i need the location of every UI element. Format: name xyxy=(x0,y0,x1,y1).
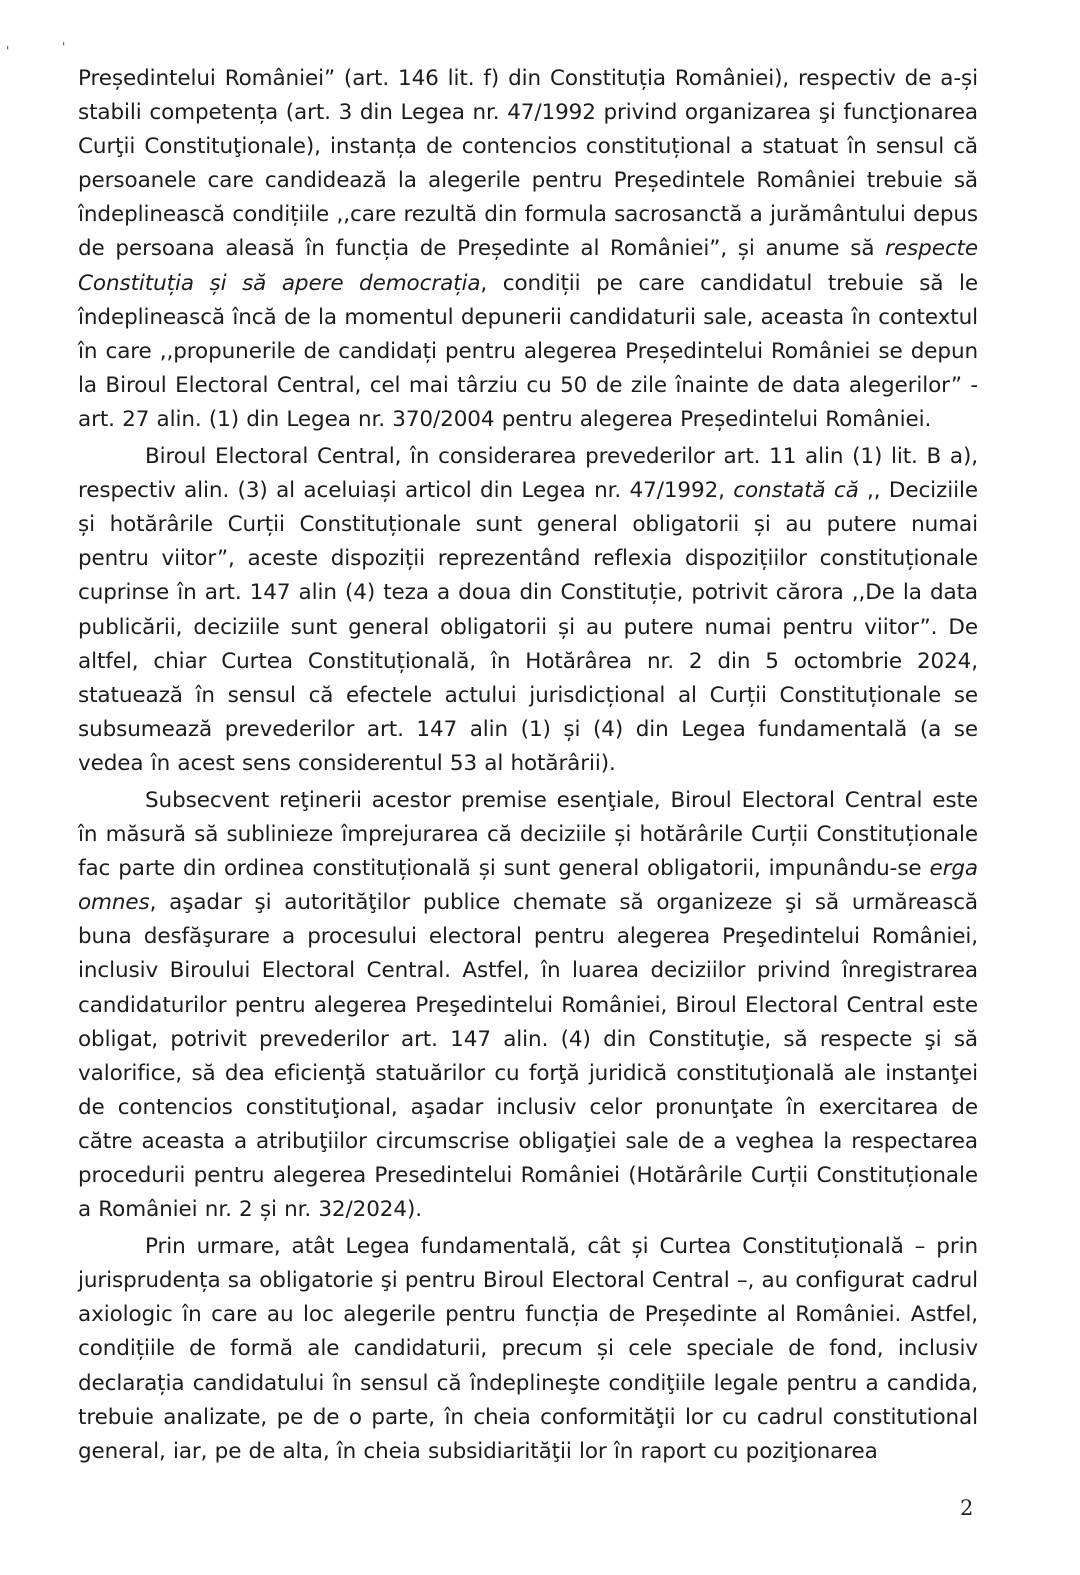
text-segment: Subsecvent reţinerii acestor premise esenţiale, Biroul Electoral Central este în măsură să sublinieze împrejurarea că deciziile și hotărârile Curții Constituționale fac parte din ordinea constituțională și sunt general obligatorii, impunându-se xyxy=(78,787,978,882)
paragraph xyxy=(78,784,978,1227)
page-number: 2 xyxy=(960,1496,974,1520)
text-segment: ,, Deciziile și hotărârile Curții Constituționale sunt general obligatorii și au putere numai pentru viitor”, aceste dispoziții reprezentând reflexia dispozițiilor constituționale cuprinse în art. 147 alin (4) teza a doua din Constituție, potrivit cărora ,,De la data publicării, deciziile sunt general obligatorii și au putere numai pentru viitor”. De altfel, chiar Curtea Constituțională, în Hotărârea nr. 2 din 5 octombrie 2024, statuează în sensul că efectele actului jurisdicțional al Curții Constituționale se subsumează prevederilor art. 147 alin (1) și (4) din Legea fundamentală (a se vedea în acest sens considerentul 53 al hotărârii). xyxy=(78,478,978,776)
paragraph xyxy=(78,1230,978,1469)
text-segment: Președintelui României” (art. 146 lit. f) din Constituția României), respectiv de a-și stabili competența (art. 3 din Legea nr. 47/1992 privind organizarea şi funcţionarea Curţii Constituţionale), instanța de contencios constituțional a statuat în sensul că persoanele care candidează la alegerile pentru Președintele României trebuie să îndeplinească condițiile ,,care rezultă din formula sacrosanctă a jurământului depus de persoana aleasă în funcția de Președinte al României”, și anume să xyxy=(78,66,978,262)
document-body xyxy=(78,62,978,1469)
text-segment: , aşadar şi autorităţilor publice chemate să organizeze şi să urmărească buna desfăşurare a procesului electoral pentru alegerea Preşedintelui României, inclusiv Biroului Electoral Central. Astfel, în luarea deciziilor privind înregistrarea candidaturilor pentru alegerea Preşedintelui României, Biroul Electoral Central este obligat, potrivit prevederilor art. 147 alin. (4) din Constituţie, să respecte şi să valorifice, să dea eficienţă statuărilor cu forţă juridică constituţională ale instanţei de contencios constituţional, aşadar inclusiv celor pronunţate în exercitarea de către aceasta a atribuţiilor circumscrise obligaţiei sale de a veghea la respectarea procedurii pentru alegerea Presedintelui României (Hotărârile Curții Constituționale a României nr. 2 și nr. 32/2024). xyxy=(78,890,978,1223)
margin-mark: ' xyxy=(62,40,66,54)
paragraph xyxy=(78,440,978,781)
paragraph xyxy=(78,62,978,437)
italic-text: erga omnes xyxy=(78,856,978,916)
text-segment: Biroul Electoral Central, în considerarea prevederilor art. 11 alin (1) lit. B a), respectiv alin. (3) al aceluiași articol din Legea nr. 47/1992, xyxy=(78,444,978,504)
italic-text: respecte Constituția și să apere democrația xyxy=(78,236,978,296)
margin-mark: ' xyxy=(6,44,10,58)
text-segment: , condiții pe care candidatul trebuie să le îndeplinească încă de la momentul depunerii candidaturii sale, aceasta în contextul în care ,,propunerile de candidați pentru alegerea Președintelui României se depun la Biroul Electoral Central, cel mai târziu cu 50 de zile înainte de data alegerilor” - art. 27 alin. (1) din Legea nr. 370/2004 pentru alegerea Președintelui României. xyxy=(78,270,978,432)
text-segment: Prin urmare, atât Legea fundamentală, cât și Curtea Constituțională – prin jurisprudența sa obligatorie şi pentru Biroul Electoral Central –, au configurat cadrul axiologic în care au loc alegerile pentru funcția de Președinte al României. Astfel, condițiile de formă ale candidaturii, precum și cele speciale de fond, inclusiv declarația candidatului în sensul că îndeplineşte condiţiile legale pentru a candida, trebuie analizate, pe de o parte, în cheia conformităţii lor cu cadrul constitutional general, iar, pe de alta, în cheia subsidiarităţii lor în raport cu poziţionarea xyxy=(78,1234,978,1464)
italic-text: constată că xyxy=(733,478,859,504)
